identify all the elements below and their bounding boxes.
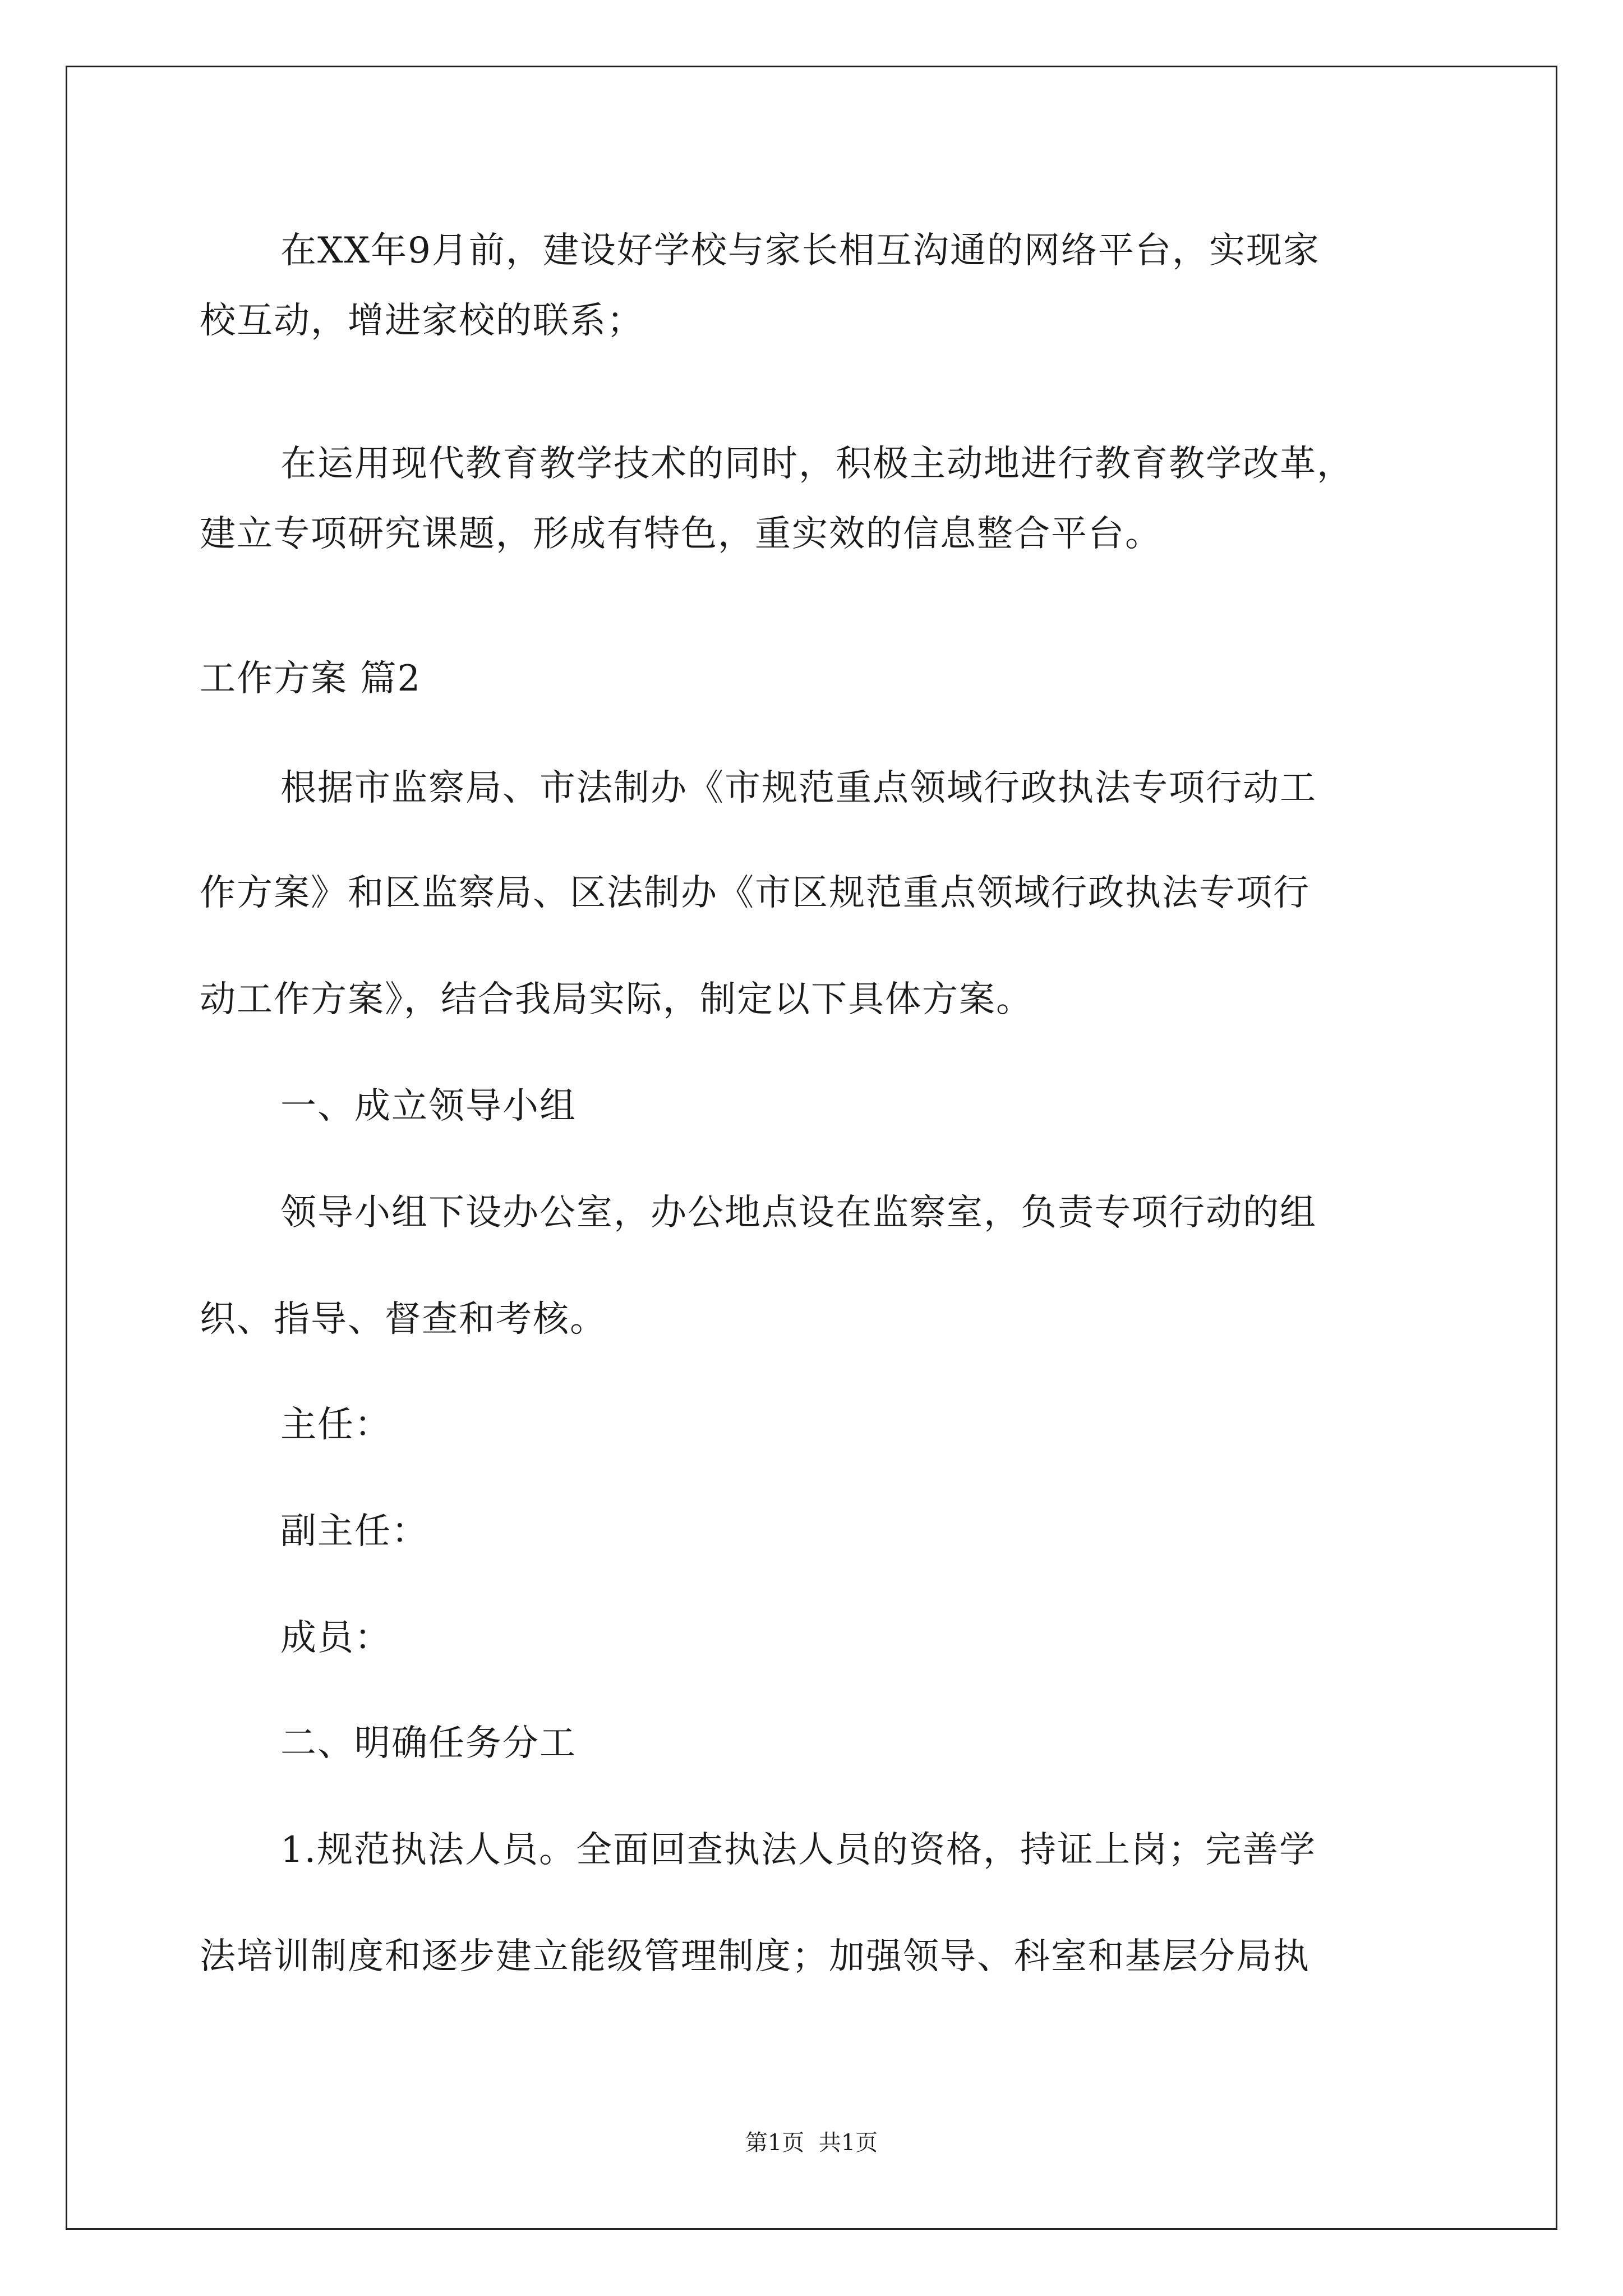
subsection-heading-2: 二、明确任务分工: [280, 1723, 577, 1764]
page-number-footer: 第1页 共1页: [745, 2130, 878, 2156]
paragraph-1-line-1: 在XX年9月前，建设好学校与家长相互沟通的网络平台，实现家: [280, 230, 1320, 272]
paragraph-3-line-3: 动工作方案》，结合我局实际，制定以下具体方案。: [200, 979, 1033, 1020]
director-line: 主任：: [280, 1404, 391, 1446]
paragraph-2-line-1: 在运用现代教育教学技术的同时，积极主动地进行教育教学改革，: [280, 443, 1354, 485]
paragraph-5-line-1: 1.规范执法人员。全面回查执法人员的资格，持证上岗；完善学: [280, 1829, 1317, 1871]
paragraph-3-line-1: 根据市监察局、市法制办《市规范重点领域行政执法专项行动工: [280, 767, 1317, 809]
page-border: [66, 66, 1557, 2230]
subsection-heading-1: 一、成立领导小组: [280, 1085, 577, 1127]
section-heading: 工作方案 篇2: [200, 658, 422, 700]
paragraph-3-line-2: 作方案》和区监察局、区法制办《市区规范重点领域行政执法专项行: [200, 872, 1310, 914]
paragraph-4-line-1: 领导小组下设办公室，办公地点设在监察室，负责专项行动的组: [280, 1192, 1317, 1234]
paragraph-1-line-2: 校互动，增进家校的联系；: [200, 300, 644, 342]
members-line: 成员：: [280, 1617, 391, 1659]
paragraph-5-line-2: 法培训制度和逐步建立能级管理制度；加强领导、科室和基层分局执: [200, 1936, 1310, 1977]
deputy-director-line: 副主任：: [280, 1511, 428, 1552]
paragraph-4-line-2: 织、指导、督查和考核。: [200, 1299, 607, 1340]
paragraph-2-line-2: 建立专项研究课题，形成有特色，重实效的信息整合平台。: [200, 513, 1162, 555]
